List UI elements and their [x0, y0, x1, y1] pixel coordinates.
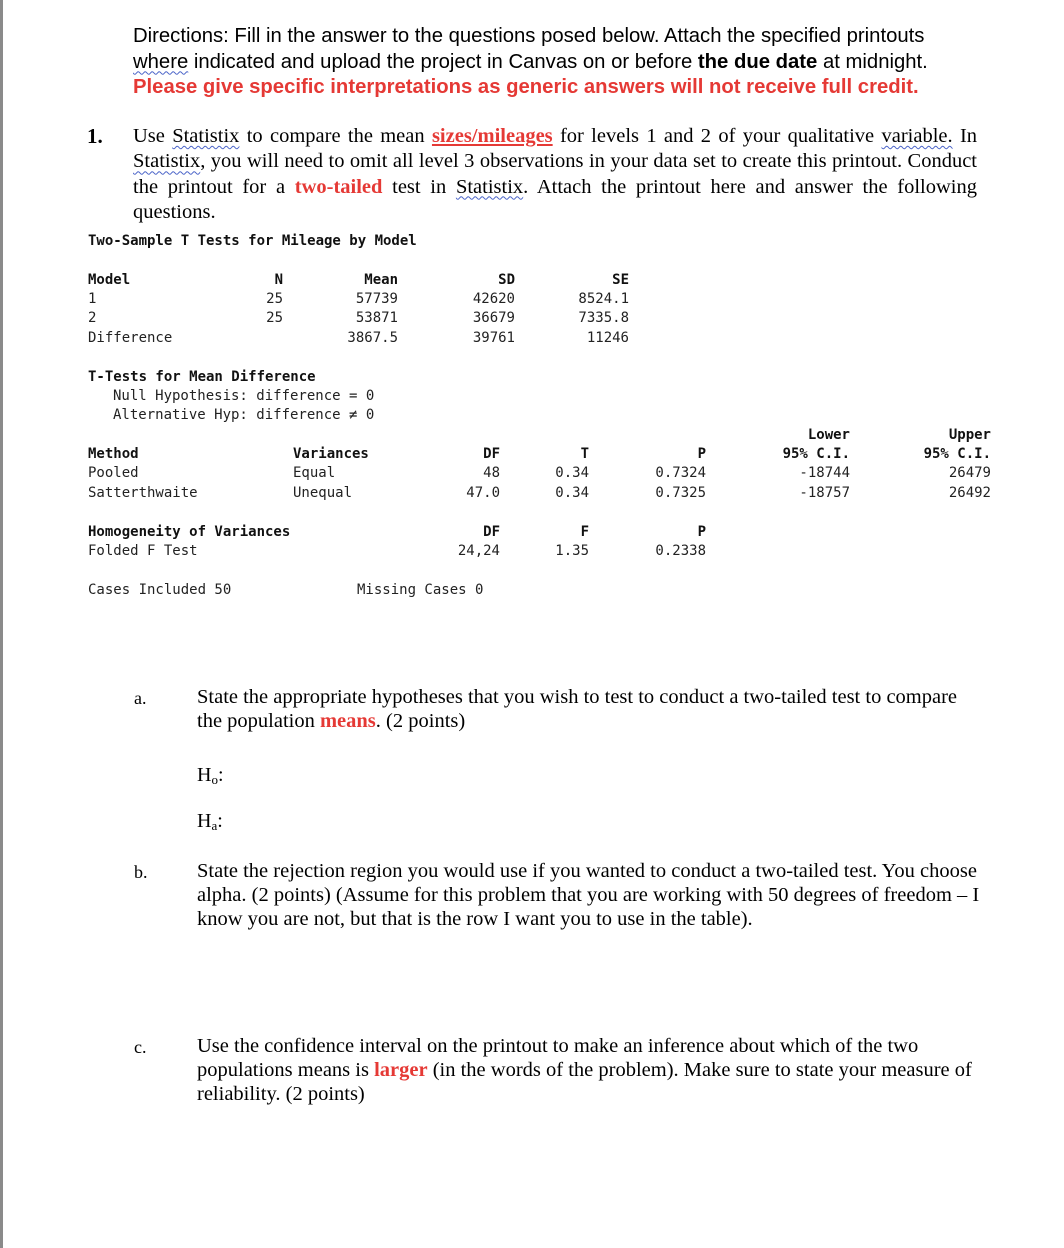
page-left-edge — [0, 0, 3, 1248]
due-date-text: the due date — [697, 50, 818, 73]
credit-warning: Please give specific interpretations as generic answers will not receive full credit. — [133, 76, 919, 98]
header-p: P — [697, 446, 706, 462]
header-method: Method — [88, 446, 139, 462]
header-t: T — [580, 446, 589, 462]
diff-se: 11246 — [586, 330, 629, 346]
pooled-ci-lower: -18744 — [799, 465, 850, 481]
folded-f-df: 24,24 — [457, 543, 500, 559]
alt-hypothesis-label: $H_a$: — [197, 810, 223, 833]
folded-f-p: 0.2338 — [655, 543, 706, 559]
question-1-number: 1. — [87, 124, 103, 148]
null-hypothesis: Null Hypothesis: difference = 0 — [113, 388, 375, 404]
statistix-printout — [85, 228, 995, 628]
item-b-text: State the rejection region you would use if you wanted to conduct a two-tailed test. You choose alpha. (2 points) (Assume for this problem that you are working with 50 degrees of freedom – I know you are not, but that is the row I want you to use in the table). — [197, 860, 980, 930]
row1-sd: 42620 — [472, 291, 515, 307]
alternative-hypothesis: Alternative Hyp: difference ≠ 0 — [113, 407, 375, 423]
cases-included: Cases Included 50 — [88, 582, 232, 598]
ci-upper-header-2: 95% C.I. — [923, 446, 991, 462]
header-mean: Mean — [364, 272, 398, 288]
satterthwaite-t: 0.34 — [555, 485, 589, 501]
directions-line-1: Directions: Fill in the answer to the questions posed below. Attach the specified printouts — [133, 25, 925, 47]
means-highlight: means — [319, 710, 376, 732]
row2-mean: 53871 — [355, 310, 398, 326]
header-sd: SD — [498, 272, 515, 288]
folded-f-test: Folded F Test — [88, 543, 198, 559]
where-word: where — [133, 50, 189, 73]
item-c-text: Use the confidence interval on the printout to make an inference about which of the two populations means is larger (in the words of the problem). Make sure to state your measure of reliability. (2 points) — [197, 1035, 972, 1105]
homog-header-df: DF — [483, 524, 500, 540]
ci-upper-header: Upper — [948, 427, 991, 443]
homog-header-p: P — [697, 524, 706, 540]
missing-cases: Missing Cases 0 — [357, 582, 484, 598]
ttest-title: T-Tests for Mean Difference — [88, 369, 316, 385]
header-variances: Variances — [293, 446, 369, 462]
item-b-label: b. — [134, 862, 148, 882]
satterthwaite-variances: Unequal — [293, 485, 353, 501]
question-1-text: Use Statistix to compare the mean sizes/mileages for levels 1 and 2 of your qualitative variable. In Statistix, you will need to omit all level 3 observations in your data set to create this printout. Conduct the printout for a two-tailed test in Statistix. Attach the printout here and answer the following questions. — [133, 125, 978, 223]
row2-se: 7335.8 — [578, 310, 629, 326]
diff-sd: 39761 — [472, 330, 515, 346]
satterthwaite-df: 47.0 — [466, 485, 500, 501]
header-se: SE — [612, 272, 629, 288]
header-model: Model — [88, 272, 131, 288]
header-df: DF — [483, 446, 500, 462]
row2-model: 2 — [88, 310, 97, 326]
pooled-df: 48 — [483, 465, 500, 481]
pooled-ci-upper: 26479 — [948, 465, 991, 481]
directions-line-2: where indicated and upload the project in Canvas on or before the due date at midnight. — [133, 50, 928, 73]
satterthwaite-ci-upper: 26492 — [948, 485, 991, 501]
larger-highlight: larger — [374, 1059, 428, 1081]
satterthwaite-ci-lower: -18757 — [799, 485, 850, 501]
row1-se: 8524.1 — [578, 291, 629, 307]
pooled-p: 0.7324 — [655, 465, 706, 481]
row1-n: 25 — [266, 291, 283, 307]
pooled-method: Pooled — [88, 465, 139, 481]
satterthwaite-p: 0.7325 — [655, 485, 706, 501]
diff-mean: 3867.5 — [347, 330, 398, 346]
row1-mean: 57739 — [355, 291, 398, 307]
row2-sd: 36679 — [472, 310, 515, 326]
pooled-variances: Equal — [293, 465, 336, 481]
null-hypothesis-label: $H_o$: — [197, 764, 224, 787]
directions-block — [133, 24, 983, 101]
ci-lower-header: Lower — [807, 427, 850, 443]
homogeneity-title: Homogeneity of Variances — [88, 524, 291, 540]
item-c-label: c. — [134, 1037, 147, 1057]
header-n: N — [274, 272, 283, 288]
diff-model: Difference — [88, 330, 173, 346]
printout-title: Two-Sample T Tests for Mileage by Model — [88, 233, 417, 249]
ci-lower-header-2: 95% C.I. — [782, 446, 850, 462]
homog-header-f: F — [580, 524, 589, 540]
item-a-text: State the appropriate hypotheses that you wish to test to conduct a two-tailed test to compare the population means. (2 points) — [197, 686, 958, 732]
row2-n: 25 — [266, 310, 283, 326]
satterthwaite-method: Satterthwaite — [88, 485, 198, 501]
folded-f-value: 1.35 — [555, 543, 589, 559]
pooled-t: 0.34 — [555, 465, 589, 481]
row1-model: 1 — [88, 291, 97, 307]
item-a-label: a. — [134, 688, 147, 708]
